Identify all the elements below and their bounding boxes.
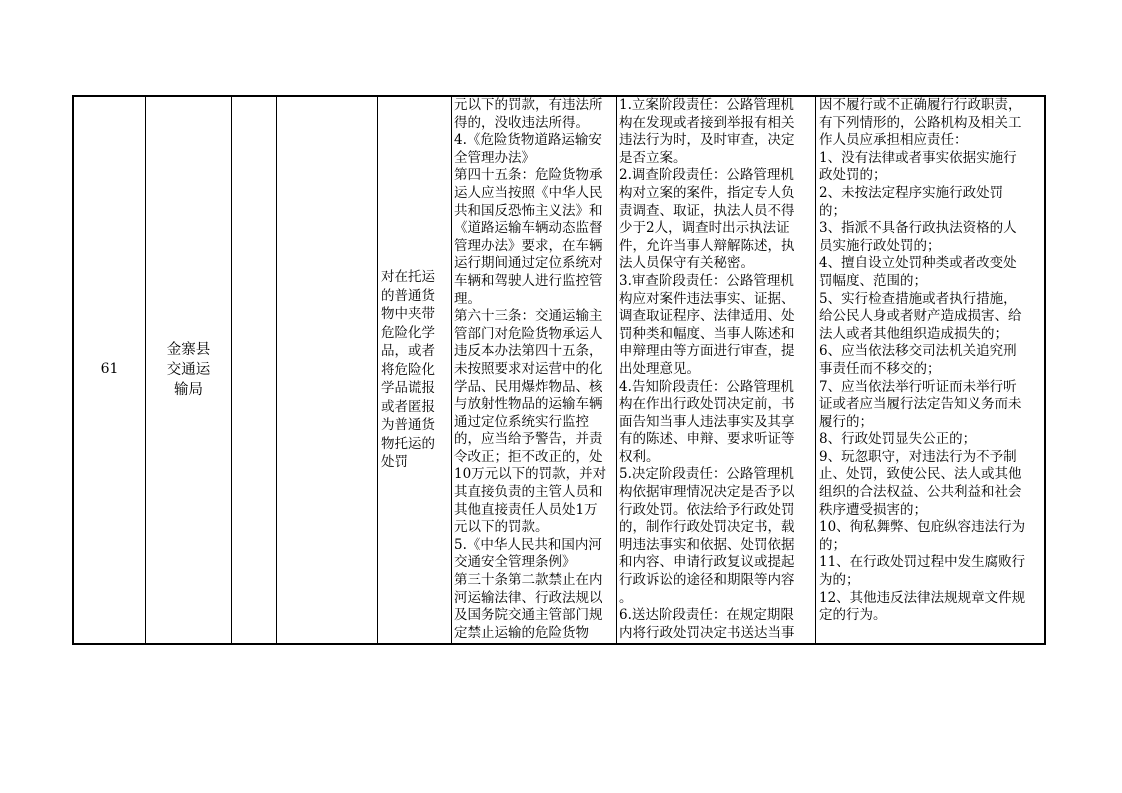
item-name-cell bbox=[378, 97, 451, 643]
accountability-cell bbox=[816, 97, 1044, 643]
row-number: 61 bbox=[100, 361, 119, 378]
department-name: 金寨县 交通运 输局 bbox=[166, 342, 211, 398]
legal-basis-text: 元以下的罚款，有违法所 得的，没收违法所得。 4.《危险货物道路运输安 全管理办法》 第四十五条：危险货物承 运人应当按照《中华人民 共和国反恐怖主义法》和 《道路运输车辆动态监督 管理办法》要求，在车辆 运行期间通过定位系统对 车辆和驾驶人进行监控管 理。 第六十三条：交通运输主 管部门对危险货物承运人 违反本办法第四十五条， 未按照要求对运营中的化 学品、民用爆炸物品、核 与放射性物品的运输车辆 通过定位系统实行监控 的，应当给予警告，并责 令改正；拒不改正的，处 10万元以下的罚款，并对 其直接负责的主管人员和 其他直接责任人员处1万 元以下的罚款。 5.《中华人民共和国内河 交通安全管理条例》 第三十条第二款禁止在内 河运输法律、行政法规以 及国务院交通主管部门规 定禁止运输的危险货物 bbox=[454, 97, 607, 641]
item-name: 对在托运 的普通货 物中夹带 危险化学 品，或者 将危险化 学品谎报 或者匿报 为普通货 物托运的 处罚 bbox=[381, 269, 435, 471]
accountability-text: 因不履行或不正确履行行政职责， 有下列情形的，公路机构及相关工 作人员应承担相应责任： 1、没有法律或者事实依据实施行 政处罚的； 2、未按法定程序实施行政处罚 的； 3、指派不具备行政执法资格的人 员实施行政处罚的； 4、擅自设立处罚种类或者改变处 罚幅度、范围的； 5、实行检查措施或者执行措施， 给公民人身或者财产造成损害、给 法人或者其他组织造成损失的； 6、应当依法移交司法机关追究刑 事责任而不移交的； 7、应当依法举行听证而未举行听 证或者应当履行法定告知义务而未 履行的； 8、行政处罚显失公正的； 9、玩忽职守，对违法行为不予制 止、处罚，致使公民、法人或其他 组织的合法权益、公共利益和社会 秩序遭受损害的； 10、徇私舞弊、包庇纵容违法行为 的； 11、在行政处罚过程中发生腐败行 为的； 12、其他违反法律法规规章文件规 定的行为。 bbox=[819, 97, 1026, 624]
empty-cell-2 bbox=[277, 97, 377, 643]
row-number-cell bbox=[74, 97, 145, 643]
responsibility-text: 1.立案阶段责任：公路管理机 构在发现或者接到举报有相关 违法行为时，及时审查，决定 是否立案。 2.调查阶段责任：公路管理机 构对立案的案件，指定专人负 责调查、取证，执法人员不得 少于2人，调查时出示执法证 件，允许当事人辩解陈述，执 法人员保守有关秘密。 3.审查阶段责任：公路管理机 构应对案件违法事实、证据、 调查取证程序、法律适用、处 罚种类和幅度、当事人陈述和 申辩理由等方面进行审查，提 出处理意见。 4.告知阶段责任：公路管理机 构在作出行政处罚决定前，书 面告知当事人违法事实及其享 有的陈述、申辩、要求听证等 权利。 5.决定阶段责任：公路管理机 构依据审理情况决定是否予以 行政处罚。依法给予行政处罚 的，制作行政处罚决定书，载 明违法事实和依据、处罚依据 和内容、申请行政复议或提起 行政诉讼的途径和期限等内容 。 6.送达阶段责任：在规定期限 内将行政处罚决定书送达当事 bbox=[619, 97, 795, 641]
table-bottom-border bbox=[72, 643, 1046, 645]
empty-cell-1 bbox=[232, 97, 276, 643]
legal-basis-cell bbox=[452, 97, 616, 643]
department-cell bbox=[146, 97, 231, 643]
responsibility-cell bbox=[617, 97, 815, 643]
col-border-right bbox=[1044, 95, 1046, 645]
